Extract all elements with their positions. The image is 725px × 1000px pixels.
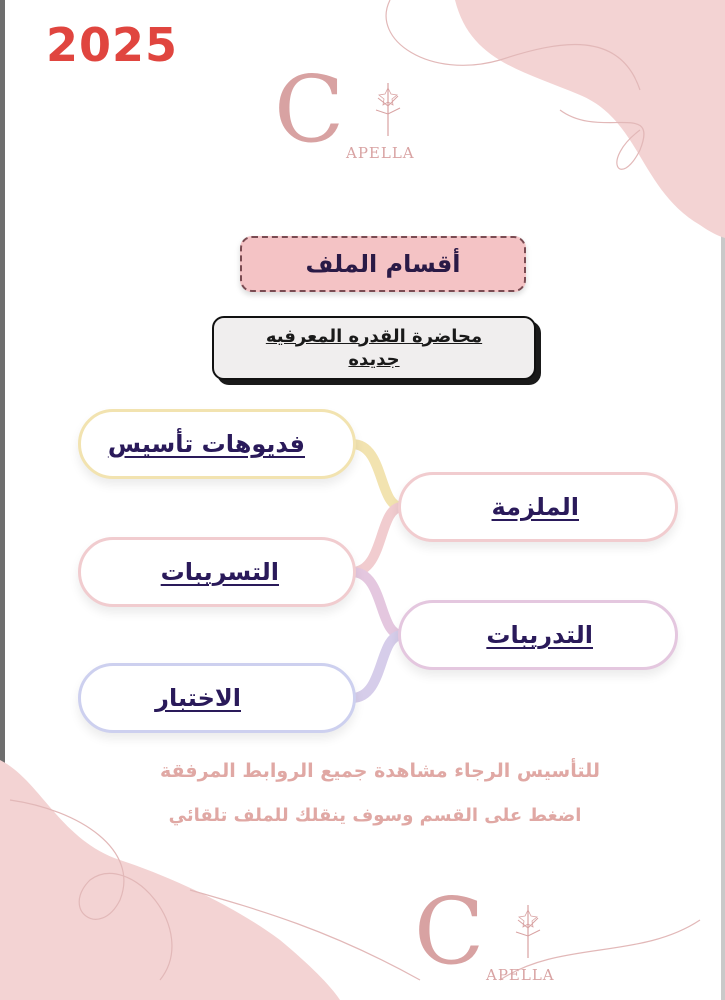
section-exam-label: الاختبار bbox=[155, 684, 241, 712]
lecture-button-line2: جديده bbox=[348, 349, 400, 370]
sections-title: أقسام الملف bbox=[240, 236, 526, 292]
year-label: 2025 bbox=[46, 18, 179, 72]
section-tadribat-button[interactable] bbox=[398, 600, 678, 670]
logo-word: APELLA bbox=[346, 144, 415, 162]
logo-letter-bottom: C bbox=[414, 878, 485, 985]
lecture-button-line1: محاضرة القدره المعرفيه bbox=[265, 325, 483, 347]
section-exam-button[interactable] bbox=[78, 663, 356, 733]
instruction-note-2: اضغط على القسم وسوف ينقلك للملف تلقائي bbox=[168, 805, 582, 826]
logo-word-bottom: APELLA bbox=[486, 966, 555, 984]
star-sprig-icon-bottom bbox=[498, 900, 558, 960]
section-tadribat-label: التدريبات bbox=[486, 621, 593, 649]
section-videos-label: فديوهات تأسيس bbox=[107, 430, 305, 458]
instruction-note-1: للتأسيس الرجاء مشاهدة جميع الروابط المرفقة bbox=[159, 760, 601, 782]
section-tasribat-button[interactable] bbox=[78, 537, 356, 607]
capella-logo-bottom bbox=[414, 878, 574, 990]
section-tasribat-label: التسريبات bbox=[160, 558, 279, 586]
section-malzama-button[interactable] bbox=[398, 472, 678, 542]
section-videos-button[interactable] bbox=[78, 409, 356, 479]
logo-letter: C bbox=[274, 56, 345, 163]
section-malzama-label: الملزمة bbox=[491, 493, 579, 521]
